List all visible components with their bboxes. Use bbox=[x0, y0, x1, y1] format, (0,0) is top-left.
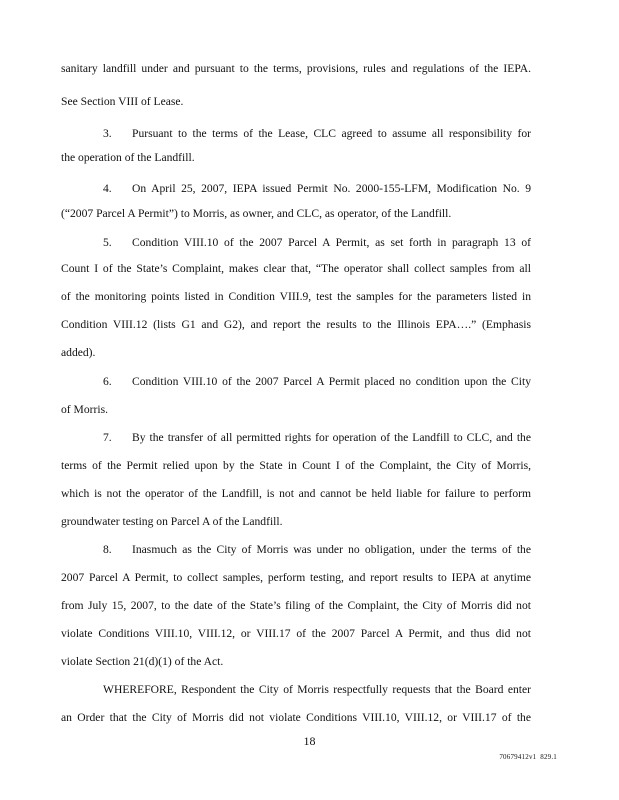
text-line: the operation of the Landfill. bbox=[61, 151, 195, 164]
text-line: terms of the Permit relied upon by the State in Count I of the Complaint, the City of Morris, bbox=[61, 459, 531, 472]
text-line: violate Conditions VIII.10, VIII.12, or VIII.17 of the 2007 Parcel A Permit, and thus did not bbox=[61, 627, 531, 640]
text-line: WHEREFORE, Respondent the City of Morris respectfully requests that the Board enter bbox=[103, 683, 531, 696]
text-line: (“2007 Parcel A Permit”) to Morris, as owner, and CLC, as operator, of the Landfill. bbox=[61, 207, 452, 220]
paragraph-number: 7. bbox=[103, 431, 112, 444]
text-line: sanitary landfill under and pursuant to the terms, provisions, rules and regulations of the IEPA. bbox=[61, 62, 531, 75]
text-line: which is not the operator of the Landfill, is not and cannot be held liable for failure to perform bbox=[61, 487, 531, 500]
text-line: an Order that the City of Morris did not violate Conditions VIII.10, VIII.12, or VIII.17 of the bbox=[61, 711, 531, 724]
text-line: added). bbox=[61, 346, 96, 359]
document-id: 70679412v1 829.1 bbox=[499, 753, 557, 761]
text-line: from July 15, 2007, to the date of the State’s filing of the Complaint, the City of Morris did not bbox=[61, 599, 531, 612]
text-line: 2007 Parcel A Permit, to collect samples, perform testing, and report results to IEPA at anytime bbox=[61, 571, 531, 584]
text-line: Count I of the State’s Complaint, makes clear that, “The operator shall collect samples from all bbox=[61, 262, 531, 275]
text-line: violate Section 21(d)(1) of the Act. bbox=[61, 655, 224, 668]
page-number: 18 bbox=[303, 734, 316, 748]
paragraph-number: 4. bbox=[103, 182, 112, 195]
text-line: of Morris. bbox=[61, 403, 109, 416]
text-line: of the monitoring points listed in Condition VIII.9, test the samples for the parameters listed in bbox=[61, 290, 531, 303]
text-line: Condition VIII.12 (lists G1 and G2), and report the results to the Illinois EPA….” (Emphasis bbox=[61, 318, 531, 331]
text-line: On April 25, 2007, IEPA issued Permit No. 2000-155-LFM, Modification No. 9 bbox=[132, 182, 531, 195]
text-line: Pursuant to the terms of the Lease, CLC agreed to assume all responsibility for bbox=[132, 127, 531, 140]
text-line: groundwater testing on Parcel A of the Landfill. bbox=[61, 515, 283, 528]
text-line: Condition VIII.10 of the 2007 Parcel A Permit, as set forth in paragraph 13 of bbox=[132, 236, 531, 249]
text-line: By the transfer of all permitted rights for operation of the Landfill to CLC, and the bbox=[132, 431, 531, 444]
text-line: Inasmuch as the City of Morris was under no obligation, under the terms of the bbox=[132, 543, 531, 556]
text-line: Condition VIII.10 of the 2007 Parcel A Permit placed no condition upon the City bbox=[132, 375, 531, 388]
paragraph-number: 6. bbox=[103, 375, 112, 388]
paragraph-number: 8. bbox=[103, 543, 112, 556]
paragraph-number: 5. bbox=[103, 236, 112, 249]
paragraph-number: 3. bbox=[103, 127, 112, 140]
text-line: See Section VIII of Lease. bbox=[61, 95, 184, 108]
